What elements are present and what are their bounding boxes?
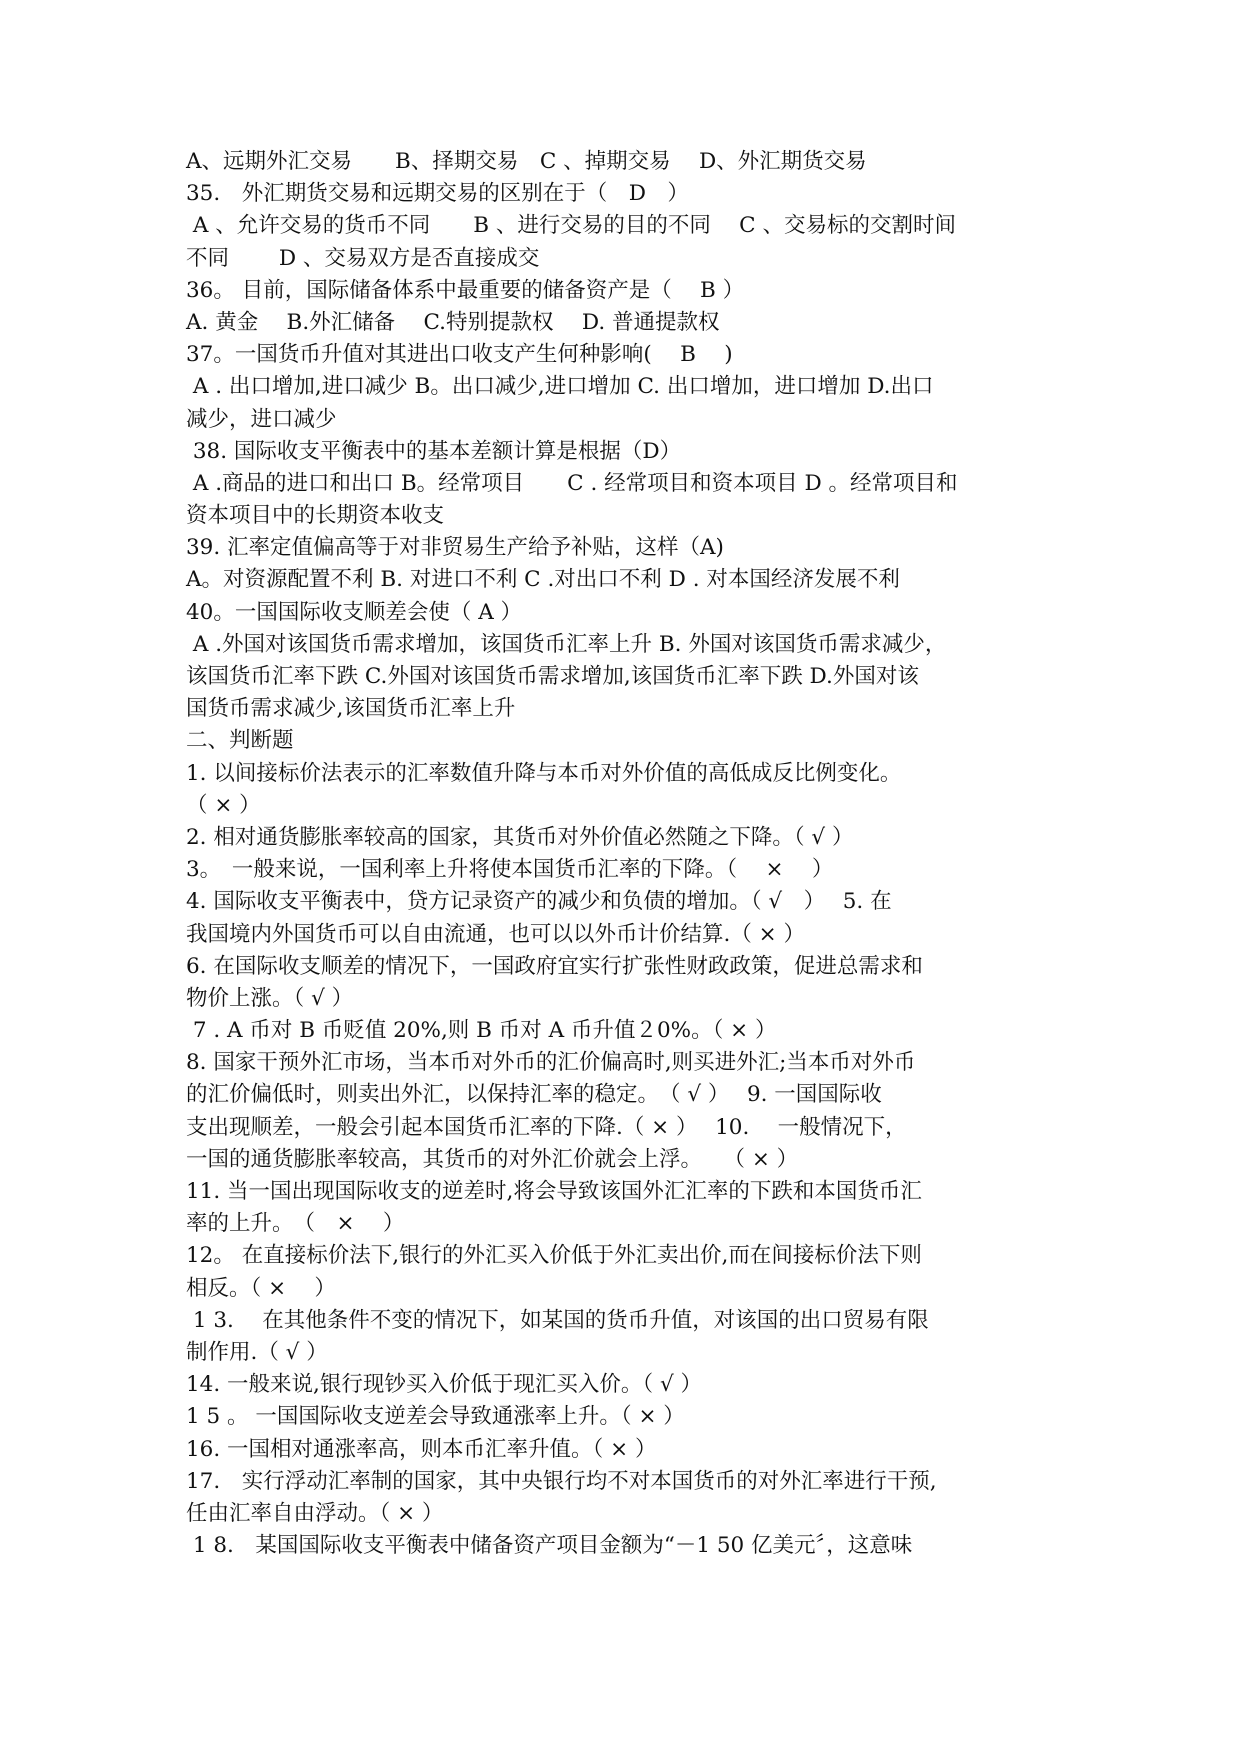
question-36-options: A. 黄金 B.外汇储备 C.特别提款权 D. 普通提款权: [186, 309, 720, 335]
text-line: 物价上涨。（ √ ）: [186, 985, 354, 1011]
text-line: （ × ）: [186, 792, 261, 818]
question-38-options: A .商品的进口和出口 B。经常项目 C . 经常项目和资本项目 D 。经常项目和: [186, 470, 958, 496]
text-line: 不同 D 、交易双方是否直接成交: [186, 245, 540, 271]
text-line: 支出现顺差，一般会引起本国货币汇率的下降.（ × ） 10. 一般情况下，: [186, 1114, 907, 1140]
text-line: 一国的通货膨胀率较高，其货币的对外汇价就会上浮。 （ × ）: [186, 1146, 799, 1172]
judgment-16: 16. 一国相对通涨率高，则本币汇率升值。（ × ）: [186, 1436, 657, 1462]
text-line: 率的上升。 （ × ）: [186, 1211, 405, 1237]
text-line: 制作用.（ √ ）: [186, 1339, 328, 1365]
question-37: 37。一国货币升值对其进出口收支产生何种影响( B ): [186, 342, 733, 368]
judgment-6: 6. 在国际收支顺差的情况下，一国政府宜实行扩张性财政政策，促进总需求和: [186, 953, 923, 979]
text-line: 的汇价偏低时，则卖出外汇，以保持汇率的稳定。 （ √ ） 9. 一国国际收: [186, 1082, 882, 1108]
judgment-12: 12。 在直接标价法下,银行的外汇买入价低于外汇卖出价,而在间接标价法下则: [186, 1243, 922, 1269]
question-38: 38. 国际收支平衡表中的基本差额计算是根据（D）: [186, 438, 682, 464]
judgment-18: 1 8. 某国国际收支平衡表中储备资产项目金额为“－1 50 亿美元〞，这意味: [186, 1533, 913, 1559]
text-line: 该国货币汇率下跌 C.外国对该国货币需求增加,该国货币汇率下跌 D.外国对该: [186, 664, 919, 689]
question-39-options: A。对资源配置不利 B. 对进口不利 C .对出口不利 D . 对本国经济发展不利: [186, 567, 900, 593]
section-heading: 二、判断题: [186, 728, 294, 754]
document-page: [186, 146, 1058, 1562]
question-36: 36。 目前，国际储备体系中最重要的储备资产是（ B ）: [186, 277, 745, 303]
judgment-17: 17. 实行浮动汇率制的国家，其中央银行均不对本国货币的对外汇率进行干预,: [186, 1468, 937, 1494]
judgment-15: 1 5 。 一国国际收支逆差会导致通涨率上升。（ × ）: [186, 1404, 685, 1430]
question-35: 35. 外汇期货交易和远期交易的区别在于（ D ）: [186, 181, 689, 207]
judgment-13: 1 3. 在其他条件不变的情况下，如某国的货币升值，对该国的出口贸易有限: [186, 1307, 929, 1333]
text-line: 资本项目中的长期资本收支: [186, 503, 445, 529]
judgment-3: 3。 一般来说，一国利率上升将使本国货币汇率的下降。（ × ）: [186, 857, 834, 883]
question-35-options: A 、允许交易的货币不同 B 、进行交易的目的不同 C 、交易标的交割时间: [186, 213, 956, 239]
judgment-1: 1. 以间接标价法表示的汇率数值升降与本币对外价值的高低成反比例变化。: [186, 760, 902, 786]
question-37-options: A . 出口增加,进口减少 B。出口减少,进口增加 C. 出口增加，进口增加 D.出口: [186, 374, 934, 400]
judgment-7: 7 . A 币对 B 币贬值 20%,则 B 币对 A 币升值２0%。（ × ）: [186, 1018, 777, 1044]
judgment-4: 4. 国际收支平衡表中，贷方记录资产的减少和负债的增加。（ √ ） 5. 在: [186, 889, 892, 915]
text-line: 任由汇率自由浮动。（ × ）: [186, 1500, 444, 1526]
judgment-14: 14. 一般来说,银行现钞买入价低于现汇买入价。（ √ ）: [186, 1372, 702, 1398]
judgment-2: 2. 相对通货膨胀率较高的国家，其货币对外价值必然随之下降。（ √ ）: [186, 824, 854, 850]
question-39: 39. 汇率定值偏高等于对非贸易生产给予补贴，这样（A): [186, 535, 724, 561]
text-line: 我国境内外国货币可以自由流通，也可以以外币计价结算.（ × ）: [186, 921, 806, 947]
question-40: 40。一国国际收支顺差会使（ A ）: [186, 599, 523, 625]
text-line: A、远期外汇交易 B、择期交易 C 、掉期交易 D、外汇期货交易: [186, 149, 867, 174]
question-40-options: A .外国对该国货币需求增加，该国货币汇率上升 B. 外国对该国货币需求减少，: [186, 631, 947, 657]
text-line: 相反。（ × ）: [186, 1275, 336, 1301]
judgment-11: 11. 当一国出现国际收支的逆差时,将会导致该国外汇汇率的下跌和本国货币汇: [186, 1179, 922, 1204]
text-line: 减少，进口减少: [186, 406, 337, 432]
text-line: 国货币需求减少,该国货币汇率上升: [186, 696, 516, 722]
judgment-8: 8. 国家干预外汇市场，当本币对外币的汇价偏高时,则买进外汇;当本币对外币: [186, 1050, 916, 1076]
